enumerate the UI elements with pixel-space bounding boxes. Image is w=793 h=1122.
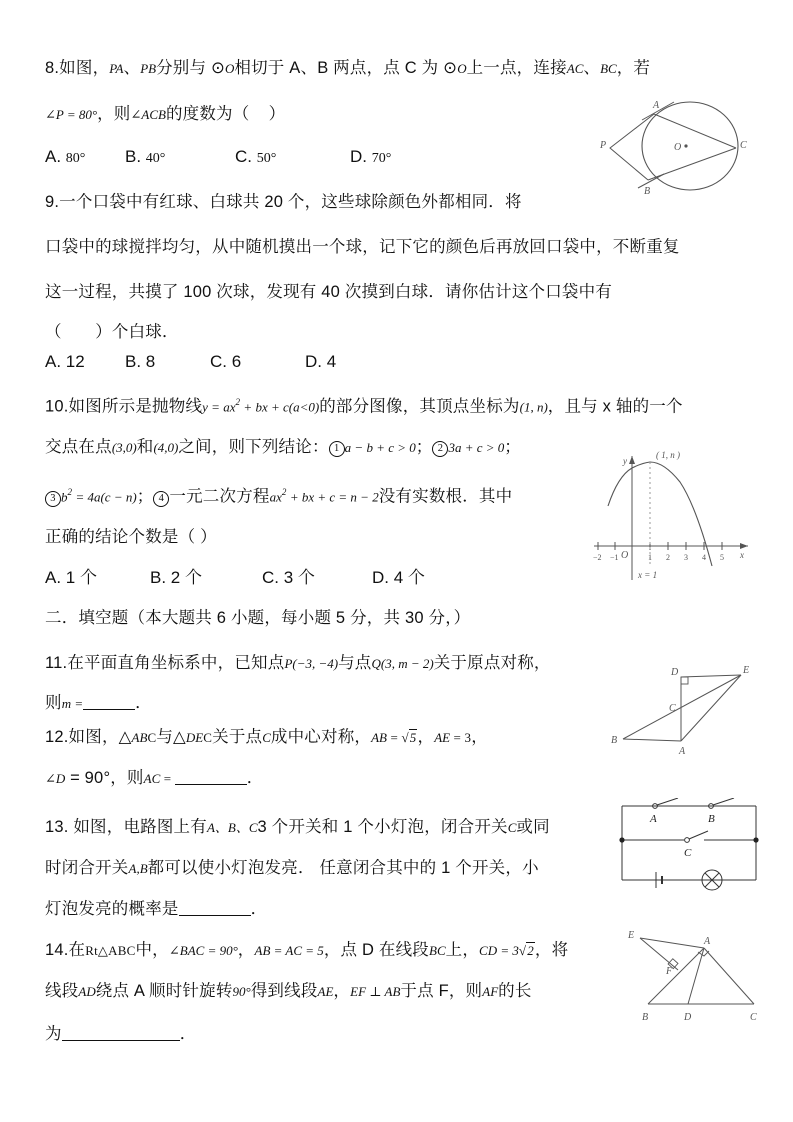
question-14-line-2: 线段AD绕点 A 顺时针旋转90°得到线段AE，EF ⊥ AB于点 F，则AF的长 bbox=[45, 982, 532, 1000]
svg-text:D: D bbox=[684, 1012, 692, 1023]
svg-text:x = 1: x = 1 bbox=[638, 570, 658, 580]
question-13-line-1: 13. 如图，电路图上有A、B、C3 个开关和 1 个小灯泡，闭合开关C或同 bbox=[45, 818, 550, 836]
question-10-option-d[interactable]: D. 4 个 bbox=[372, 568, 425, 587]
answer-blank-q11[interactable] bbox=[83, 695, 135, 710]
svg-text:5: 5 bbox=[720, 553, 724, 562]
question-14-number: 14. bbox=[45, 941, 69, 959]
question-10-line-2: 交点在点(3,0)和(4,0)之间，则下列结论： 1 a − b + c > 0； 2 3a + c > 0； bbox=[45, 438, 521, 456]
question-8-option-a[interactable]: A. 80° bbox=[45, 147, 86, 166]
question-8-option-c[interactable]: C. 50° bbox=[235, 147, 277, 166]
question-8-line-1: 8.如图，PA、PB分别与 ⊙O相切于 A、B 两点，点 C 为 ⊙O上一点，连接AC、BC，若 bbox=[45, 59, 651, 77]
question-8-line-2: ∠P = 80°，则∠ACB的度数为（ ） bbox=[45, 105, 286, 123]
question-9-line-3: 这一过程，共摸了 100 次球，发现有 40 次摸到白球．请你估计这个口袋中有 bbox=[45, 283, 613, 301]
question-14-line-1: 14.在Rt△ABC中，∠BAC = 90°，AB = AC = 5，点 D 在线段BC上，CD = 3√2，将 bbox=[45, 941, 569, 959]
svg-text:−1: −1 bbox=[610, 553, 619, 562]
circle-tangent-figure bbox=[598, 96, 778, 196]
svg-text:x: x bbox=[740, 550, 744, 560]
question-9-option-d[interactable]: D. 4 bbox=[305, 352, 337, 371]
answer-blank-q12[interactable] bbox=[175, 770, 247, 785]
svg-text:B: B bbox=[708, 813, 715, 825]
question-11-line-2: 则m = ． bbox=[45, 694, 152, 712]
svg-text:P: P bbox=[600, 140, 607, 151]
sqrt-5: √5 bbox=[401, 730, 417, 745]
svg-text:C: C bbox=[740, 140, 747, 151]
question-8-option-b[interactable]: B. 40° bbox=[125, 147, 166, 166]
svg-text:O: O bbox=[621, 550, 629, 561]
circuit-figure bbox=[608, 798, 773, 898]
svg-text:A: A bbox=[679, 746, 686, 757]
svg-text:4: 4 bbox=[702, 553, 706, 562]
question-10-line-3: 3 $b^2 = 4a(c - n)$； 4 一元二次方程$ax^2$ + bx + c = n − 2没有实数根．其中 bbox=[45, 482, 512, 508]
question-10-line-1: 10.如图所示是抛物线$y = ax^2$ + bx + c(a<0)的部分图像，其顶点坐标为(1, n)，且与 x 轴的一个 bbox=[45, 397, 683, 416]
question-9-option-a[interactable]: A. 12 bbox=[45, 352, 85, 371]
question-10-option-b[interactable]: B. 2 个 bbox=[150, 568, 202, 587]
conclusion-1-marker: 1 bbox=[329, 441, 345, 457]
question-9-line-4: （ ）个白球． bbox=[45, 323, 179, 341]
svg-text:2: 2 bbox=[666, 553, 670, 562]
sqrt-2: √2 bbox=[518, 943, 534, 958]
parabola-figure bbox=[588, 438, 768, 588]
svg-text:E: E bbox=[628, 930, 635, 941]
question-12-number: 12. bbox=[45, 728, 69, 746]
question-8-number: 8. bbox=[45, 59, 60, 77]
svg-text:A: A bbox=[653, 100, 660, 111]
question-11-line-1: 11.在平面直角坐标系中，已知点P(−3, −4)与点Q(3, m − 2)关于原点对称， bbox=[45, 654, 551, 672]
svg-text:D: D bbox=[671, 667, 679, 678]
question-11-number: 11. bbox=[45, 654, 68, 672]
question-9-number: 9. bbox=[45, 193, 60, 211]
svg-text:C: C bbox=[750, 1012, 757, 1023]
question-12-line-2: ∠D = 90°，则AC = ． bbox=[45, 769, 264, 787]
svg-text:−2: −2 bbox=[593, 553, 602, 562]
svg-text:B: B bbox=[644, 186, 651, 196]
question-10-option-c[interactable]: C. 3 个 bbox=[262, 568, 315, 587]
question-9-option-b[interactable]: B. 8 bbox=[125, 352, 156, 371]
svg-text:B: B bbox=[611, 735, 618, 746]
question-8-option-d[interactable]: D. 70° bbox=[350, 147, 392, 166]
svg-text:E: E bbox=[743, 665, 750, 676]
answer-blank-q13[interactable] bbox=[179, 901, 251, 916]
svg-text:O: O bbox=[674, 142, 682, 153]
question-13-line-2: 时闭合开关A,B都可以使小灯泡发亮． 任意闭合其中的 1 个开关，小 bbox=[45, 859, 539, 877]
question-14-line-3: 为 ． bbox=[45, 1025, 197, 1043]
svg-text:A: A bbox=[704, 936, 711, 947]
svg-text:y: y bbox=[623, 456, 627, 466]
conclusion-2-marker: 2 bbox=[432, 441, 448, 457]
central-symmetry-figure bbox=[605, 655, 770, 760]
svg-text:1: 1 bbox=[648, 553, 652, 562]
svg-text:C: C bbox=[669, 703, 676, 714]
question-12-line-1: 12.如图，△ABC与△DEC关于点C成中心对称，AB = √5，AE = 3， bbox=[45, 728, 488, 746]
question-10-line-4: 正确的结论个数是（ ） bbox=[45, 528, 217, 546]
question-9-line-2: 口袋中的球搅拌均匀，从中随机摸出一个球，记下它的颜色后再放回口袋中，不断重复 bbox=[45, 238, 680, 256]
svg-text:( 1, n ): ( 1, n ) bbox=[656, 450, 680, 460]
question-10-number: 10. bbox=[45, 397, 69, 416]
question-9-line-1: 9.一个口袋中有红球、白球共 20 个，这些球除颜色外都相同．将 bbox=[45, 193, 522, 211]
conclusion-4-marker: 4 bbox=[153, 491, 169, 507]
rotation-triangle-figure bbox=[626, 928, 776, 1028]
svg-text:B: B bbox=[642, 1012, 649, 1023]
svg-text:F: F bbox=[666, 966, 673, 977]
svg-text:3: 3 bbox=[684, 553, 688, 562]
question-9-option-c[interactable]: C. 6 bbox=[210, 352, 242, 371]
conclusion-3-marker: 3 bbox=[45, 491, 61, 507]
answer-blank-q14[interactable] bbox=[62, 1026, 180, 1041]
svg-text:A: A bbox=[650, 813, 657, 825]
section-2-title: 二．填空题（本大题共 6 小题，每小题 5 分，共 30 分，） bbox=[45, 609, 471, 627]
question-13-number: 13. bbox=[45, 818, 69, 836]
question-10-option-a[interactable]: A. 1 个 bbox=[45, 568, 97, 587]
question-13-line-3: 灯泡发亮的概率是 ． bbox=[45, 900, 268, 918]
svg-text:C: C bbox=[684, 847, 692, 859]
